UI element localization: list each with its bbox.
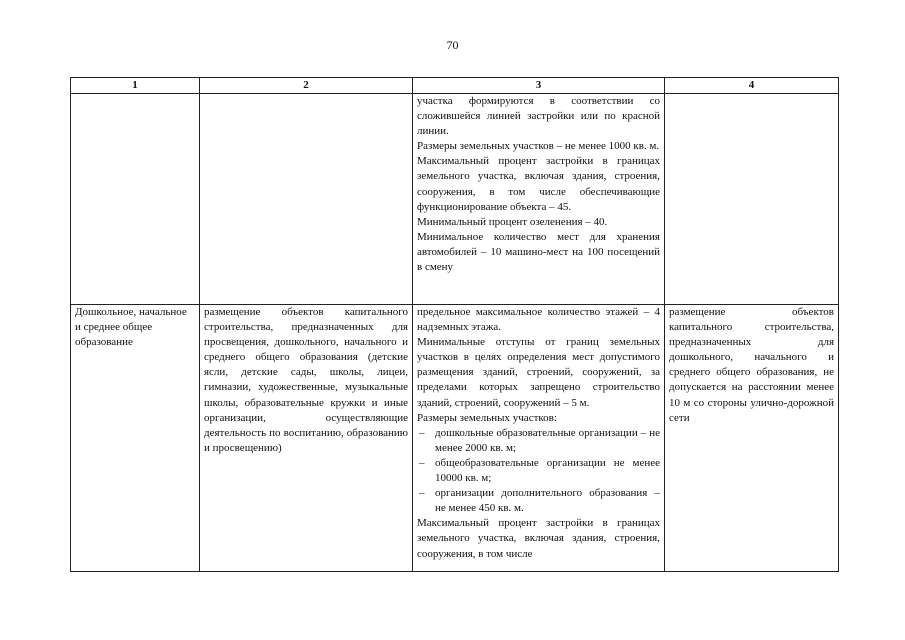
column-header-4: 4 bbox=[665, 78, 839, 94]
cell-restrictions bbox=[665, 94, 839, 305]
cell-use-type bbox=[71, 94, 200, 305]
parameter-paragraph: Минимальный процент озеленения – 40. bbox=[417, 215, 608, 228]
cell-use-description bbox=[200, 94, 413, 305]
parameter-paragraph: Минимальное количество мест для хранения автомобилей – 10 машино-мест на 100 посещений в смену bbox=[417, 230, 660, 274]
table-header-row bbox=[71, 78, 839, 94]
parameter-paragraph: Максимальный процент застройки в границах земельного участка, включая здания, строения, сооружения, в том числе обеспечивающие функционирование объекта – 45. bbox=[417, 155, 660, 213]
list-item: – дошкольные образовательные организации – не менее 2000 кв. м; bbox=[417, 426, 660, 456]
parameter-paragraph: предельное максимальное количество этажей – 4 надземных этажа. bbox=[417, 306, 660, 334]
parameter-paragraph: участка формируются в соответствии со сложившейся линией застройки или по красной линии. bbox=[417, 95, 660, 138]
table-row-education bbox=[71, 305, 839, 572]
use-type-name: Дошкольное, начальное и среднее общее образование bbox=[75, 306, 187, 349]
cell-use-description bbox=[200, 305, 413, 572]
list-item: – общеобразовательные организации не менее 10000 кв. м; bbox=[417, 456, 660, 486]
cell-use-type bbox=[71, 305, 200, 572]
restriction-text: размещение объектов капитального строительства, предназначенных для дошкольного, начального и среднего общего образования, не допускается на расстоянии менее 10 м со стороны улично-дорожной сети bbox=[669, 306, 834, 424]
lot-size-list bbox=[417, 426, 660, 517]
parameter-paragraph: Размеры земельных участков: bbox=[417, 411, 557, 424]
parameter-paragraph: Максимальный процент застройки в границах земельного участка, включая здания, строения, сооружения, в том числе bbox=[417, 517, 660, 560]
parameter-paragraph: Минимальные отступы от границ земельных участков в целях определения мест допустимого размещения зданий, строений, сооружений, за пределами которых запрещено строительство зданий, строений, сооружений – 5 м. bbox=[417, 336, 660, 409]
use-description-text: размещение объектов капитального строительства, предназначенных для просвещения, дошкольного, начального и среднего общего образования (детские ясли, детские сады, школы, лицеи, гимназии, художественные, музыкальные школы, образовательные кружки и иные организации, осуществляющие деятельность по воспитанию, образованию и просвещению) bbox=[204, 306, 408, 454]
cell-parameters bbox=[413, 305, 665, 572]
list-item: – организации дополнительного образования – не менее 450 кв. м. bbox=[417, 486, 660, 516]
column-header-1: 1 bbox=[71, 78, 200, 94]
zoning-regulations-table bbox=[70, 77, 839, 572]
parameter-paragraph: Размеры земельных участков – не менее 1000 кв. м. bbox=[417, 140, 660, 153]
cell-parameters bbox=[413, 94, 665, 305]
table-row-continuation bbox=[71, 94, 839, 305]
column-header-2: 2 bbox=[200, 78, 413, 94]
column-header-3: 3 bbox=[413, 78, 665, 94]
cell-restrictions bbox=[665, 305, 839, 572]
page-number: 70 bbox=[446, 38, 459, 52]
